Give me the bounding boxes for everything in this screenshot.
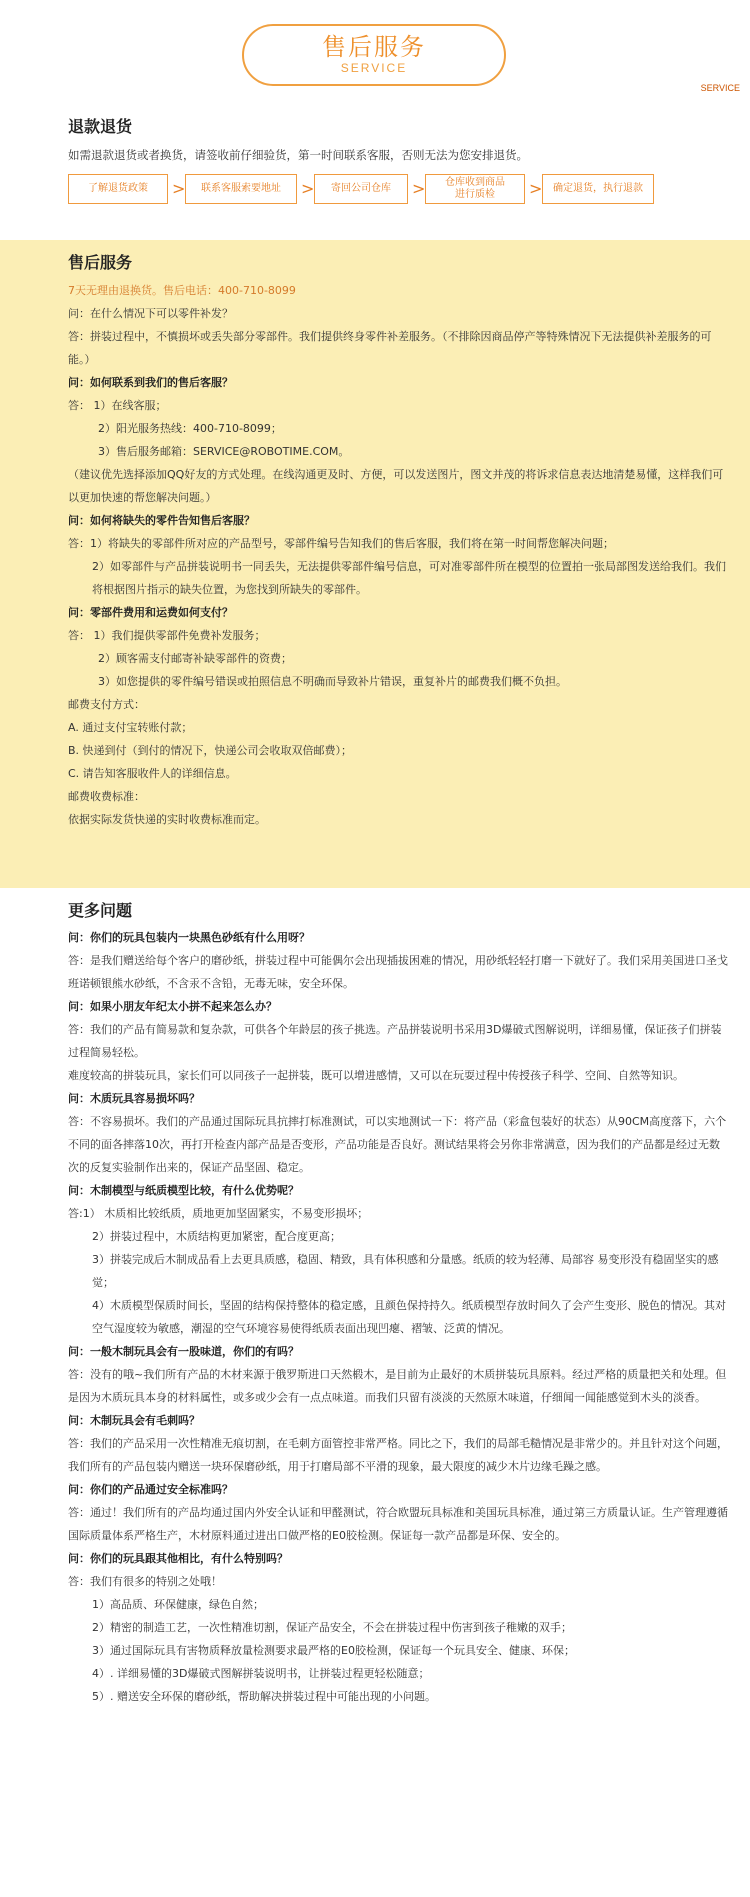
answer-text: 答：拼装过程中，不慎损坏或丢失部分零部件。我们提供终身零件补差服务。（不排除因商品停产等特殊情况下无法提供补差服务的可能。） [68,330,712,366]
answer-text: 3）如您提供的零件编号错误或拍照信息不明确而导致补片错误，重复补片的邮费我们概不负担。 [98,675,567,688]
answer-text: C. 请告知客服收件人的详细信息。 [68,767,237,780]
more-questions-title: 更多问题 [68,901,133,920]
answer-text: 邮费支付方式： [68,698,145,711]
answer-text: 邮费收费标准： [68,790,145,803]
after-sales-title: 售后服务 [68,253,133,272]
header-title: 售后服务 [322,33,426,61]
answer-text: 答：1）将缺失的零部件所对应的产品型号，零部件编号告知我们的售后客服，我们将在第一时间帮您解决问题； [68,537,614,550]
question-text: 问：木制玩具会有毛刺吗？ [68,1414,200,1427]
answer-text: 4）木质模型保质时间长，坚固的结构保持整体的稳定感，且颜色保持持久。纸质模型存放时间久了会产生变形、脱色的情况。其对空气湿度较为敏感，潮湿的空气环境容易使得纸质表面出现凹瘪、褶皱、泛黄的情况。 [92,1299,726,1335]
answer-text: 4）. 详细易懂的3D爆破式图解拼装说明书，让拼装过程更轻松随意； [92,1667,430,1680]
step-return: 寄回公司仓库 [314,174,408,204]
answer-text: 2）如零部件与产品拼装说明书一同丢失，无法提供零部件编号信息，可对准零部件所在模型的位置拍一张局部图发送给我们。我们将根据图片指示的缺失位置，为您找到所缺失的零部件。 [92,560,726,596]
chevron-right-icon: > [172,179,186,198]
refund-steps [68,174,738,206]
answer-text: 依据实际发货快递的实时收费标准而定。 [68,813,266,826]
answer-text: 答：我们的产品有简易款和复杂款，可供各个年龄层的孩子挑选。产品拼装说明书采用3D爆破式图解说明，详细易懂，保证孩子们拼装过程简易轻松。 [68,1023,722,1059]
step-refund: 确定退货，执行退款 [542,174,654,204]
more-questions-section [68,900,728,1708]
question-text: 问：木制模型与纸质模型比较，有什么优势呢？ [68,1184,299,1197]
answer-text: 1）高品质、环保健康，绿色自然； [92,1598,264,1611]
answer-text: 问：在什么情况下可以零件补发？ [68,307,233,320]
more-questions-qa [68,926,728,1708]
question-text: 问：如果小朋友年纪太小拼不起来怎么办？ [68,1000,277,1013]
answer-text: 答：没有的哦~我们所有产品的木材来源于俄罗斯进口天然椴木，是目前为止最好的木质拼装玩具原料。经过严格的质量把关和处理。但是因为木质玩具本身的材料属性，或多或少会有一点点味道。而我们只留有淡淡的天然原木味道，仔细闻一闻能感觉到木头的淡香。 [68,1368,727,1404]
answer-text: 3）拼装完成后木制成品看上去更具质感，稳固、精致，具有体积感和分量感。纸质的较为轻薄、局部容 易变形没有稳固坚实的感觉； [92,1253,719,1289]
answer-text: 答： 1）在线客服； [68,399,167,412]
page-header [0,0,750,100]
refund-section [68,116,738,206]
answer-text: B. 快递到付（到付的情况下，快递公司会收取双倍邮费）； [68,744,353,757]
header-corner-label: SERVICE [700,83,740,93]
question-text: 问：如何将缺失的零件告知售后客服？ [68,514,255,527]
answer-text: 答：不容易损坏。我们的产品通过国际玩具抗摔打标准测试，可以实地测试一下：将产品（彩盒包装好的状态）从90CM高度落下，六个不同的面各摔落10次，再打开检查内部产品是否变形，产品功能是否良好。测试结果将会另你非常满意，因为我们的产品都是经过无数次的反复实验制作出来的，保证产品坚固、稳定。 [68,1115,727,1174]
answer-text: 答：我们有很多的特别之处哦！ [68,1575,222,1588]
answer-text: 3）通过国际玩具有害物质释放量检测要求最严格的E0胶检测，保证每一个玩具安全、健康、环保； [92,1644,575,1657]
answer-text: 答：我们的产品采用一次性精准无痕切割，在毛刺方面管控非常严格。同比之下，我们的局部毛糙情况是非常少的。并且针对这个问题，我们所有的产品包装内赠送一块环保磨砂纸，用于打磨局部不平滑的现象，最大限度的减少木片边缘毛躁之感。 [68,1437,728,1473]
answer-text: 3）售后服务邮箱：SERVICE@ROBOTIME.COM。 [98,445,350,458]
question-text: 问：你们的玩具包装内一块黑色砂纸有什么用呀？ [68,931,310,944]
step-policy: 了解退货政策 [68,174,168,204]
chevron-right-icon: > [529,179,543,198]
after-sales-section [0,240,750,888]
answer-text: 2）顾客需支付邮寄补缺零部件的资费； [98,652,292,665]
question-text: 问：一般木制玩具会有一股味道，你们的有吗？ [68,1345,299,1358]
step-inspect: 仓库收到商品 进行质检 [425,174,525,204]
answer-text: A. 通过支付宝转账付款； [68,721,193,734]
answer-text: 2）精密的制造工艺，一次性精准切割，保证产品安全，不会在拼装过程中伤害到孩子稚嫩的双手； [92,1621,572,1634]
chevron-right-icon: > [412,179,426,198]
answer-text: 答：是我们赠送给每个客户的磨砂纸，拼装过程中可能偶尔会出现插拔困难的情况，用砂纸轻轻打磨一下就好了。我们采用美国进口圣戈班诺顿银熊水砂纸，不含汞不含铅，无毒无味，安全环保。 [68,954,728,990]
refund-title: 退款退货 [68,117,133,136]
hotline-text: 7天无理由退换货。售后电话：400-710-8099 [68,284,296,297]
question-text: 问：如何联系到我们的售后客服？ [68,376,233,389]
after-sales-qa [68,302,728,831]
chevron-right-icon: > [301,179,315,198]
header-subtitle: SERVICE [340,61,408,75]
answer-text: 5）. 赠送安全环保的磨砂纸，帮助解决拼装过程中可能出现的小问题。 [92,1690,436,1703]
question-text: 问：零部件费用和运费如何支付？ [68,606,233,619]
answer-text: 2）阳光服务热线：400-710-8099； [98,422,282,435]
question-text: 问：木质玩具容易损坏吗？ [68,1092,200,1105]
answer-text: 答:1） 木质相比较纸质，质地更加坚固紧实，不易变形损坏； [68,1207,369,1220]
question-text: 问：你们的产品通过安全标准吗？ [68,1483,233,1496]
header-badge [242,24,506,86]
step-contact: 联系客服索要地址 [185,174,297,204]
question-text: 问：你们的玩具跟其他相比，有什么特别吗？ [68,1552,288,1565]
refund-description: 如需退款退货或者换货，请签收前仔细验货，第一时间联系客服，否则无法为您安排退货。 [68,148,528,162]
answer-text: 答：通过！我们所有的产品均通过国内外安全认证和甲醛测试，符合欧盟玩具标准和美国玩具标准，通过第三方质量认证。生产管理遵循国际质量体系严格生产，木材原料通过进出口做严格的E0胶检测。保证每一款产品都是环保、安全的。 [68,1506,728,1542]
answer-text: 答： 1）我们提供零部件免费补发服务； [68,629,266,642]
answer-text: （建议优先选择添加QQ好友的方式处理。在线沟通更及时、方便，可以发送图片，图文并茂的将诉求信息表达地清楚易懂，这样我们可以更加快速的帮您解决问题。） [68,468,724,504]
answer-text: 难度较高的拼装玩具，家长们可以同孩子一起拼装，既可以增进感情，又可以在玩耍过程中传授孩子科学、空间、自然等知识。 [68,1069,684,1082]
answer-text: 2）拼装过程中，木质结构更加紧密，配合度更高； [92,1230,341,1243]
